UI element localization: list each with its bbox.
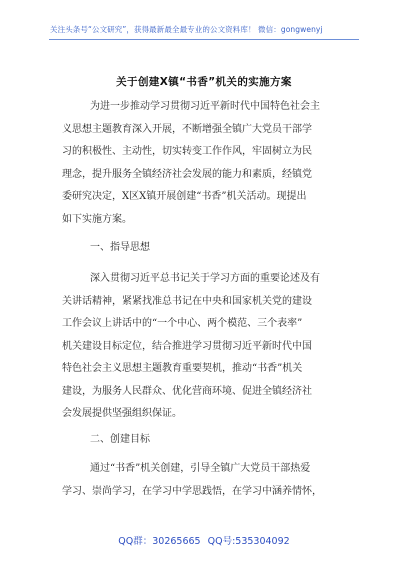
- paragraph-line: 委研究决定，X区X镇开展创建“书香”机关活动。现提出: [62, 191, 307, 202]
- section-heading-guiding-thought: 一、指导思想: [90, 242, 150, 253]
- paragraph-line: 机关建设目标定位，结合推进学习贯彻习近平新时代中国: [62, 340, 312, 352]
- paragraph-line: 学习、崇尚学习，在学习中学思践悟，在学习中涵养情怀，: [62, 485, 322, 497]
- paragraph-line: 如下实施方案。: [62, 213, 132, 225]
- header-divider: [49, 39, 359, 40]
- footer-contact-info: QQ群：30265665 QQ号:535304092: [118, 536, 290, 547]
- section-heading-goals: 二、创建目标: [90, 434, 150, 445]
- document-title: 关于创建X镇“书香”机关的实施方案: [116, 76, 292, 88]
- goals-paragraph: [62, 458, 348, 503]
- paragraph-line: 通过“书香”机关创建，引导全镇广大党员干部热爱: [90, 463, 311, 474]
- paragraph-line: 理念，提升服务全镇经济社会发展的能力和素质，经镇党: [62, 168, 312, 180]
- paragraph-line: 为进一步推动学习贯彻习近平新时代中国特色社会主: [90, 101, 320, 112]
- paragraph-line: 关讲话精神，紧紧找准总书记在中央和国家机关党的建设: [62, 295, 312, 307]
- guiding-thought-paragraph: [62, 268, 348, 426]
- paragraph-line: 工作会议上讲话中的“一个中心、两个模范、三个表率”: [62, 318, 303, 329]
- paragraph-line: 义思想主题教育深入开展，不断增强全镇广大党员干部学: [62, 123, 312, 135]
- paragraph-line: 建设，为服务人民群众、优化营商环境、促进全镇经济社: [62, 385, 312, 397]
- paragraph-line: 习的积极性、主动性，切实转变工作作风，牢固树立为民: [62, 146, 312, 157]
- intro-paragraph: [62, 96, 348, 231]
- paragraph-line: 会发展提供坚强组织保证。: [62, 408, 182, 419]
- paragraph-line: 深入贯彻习近平总书记关于学习方面的重要论述及有: [90, 273, 320, 284]
- header-promo-note: 关注头条号“公文研究”，获得最新最全最专业的公文资料库！ 微信：gongwenyj: [50, 25, 323, 34]
- paragraph-line: 特色社会主义思想主题教育重要契机，推动“书香”机关: [62, 363, 303, 374]
